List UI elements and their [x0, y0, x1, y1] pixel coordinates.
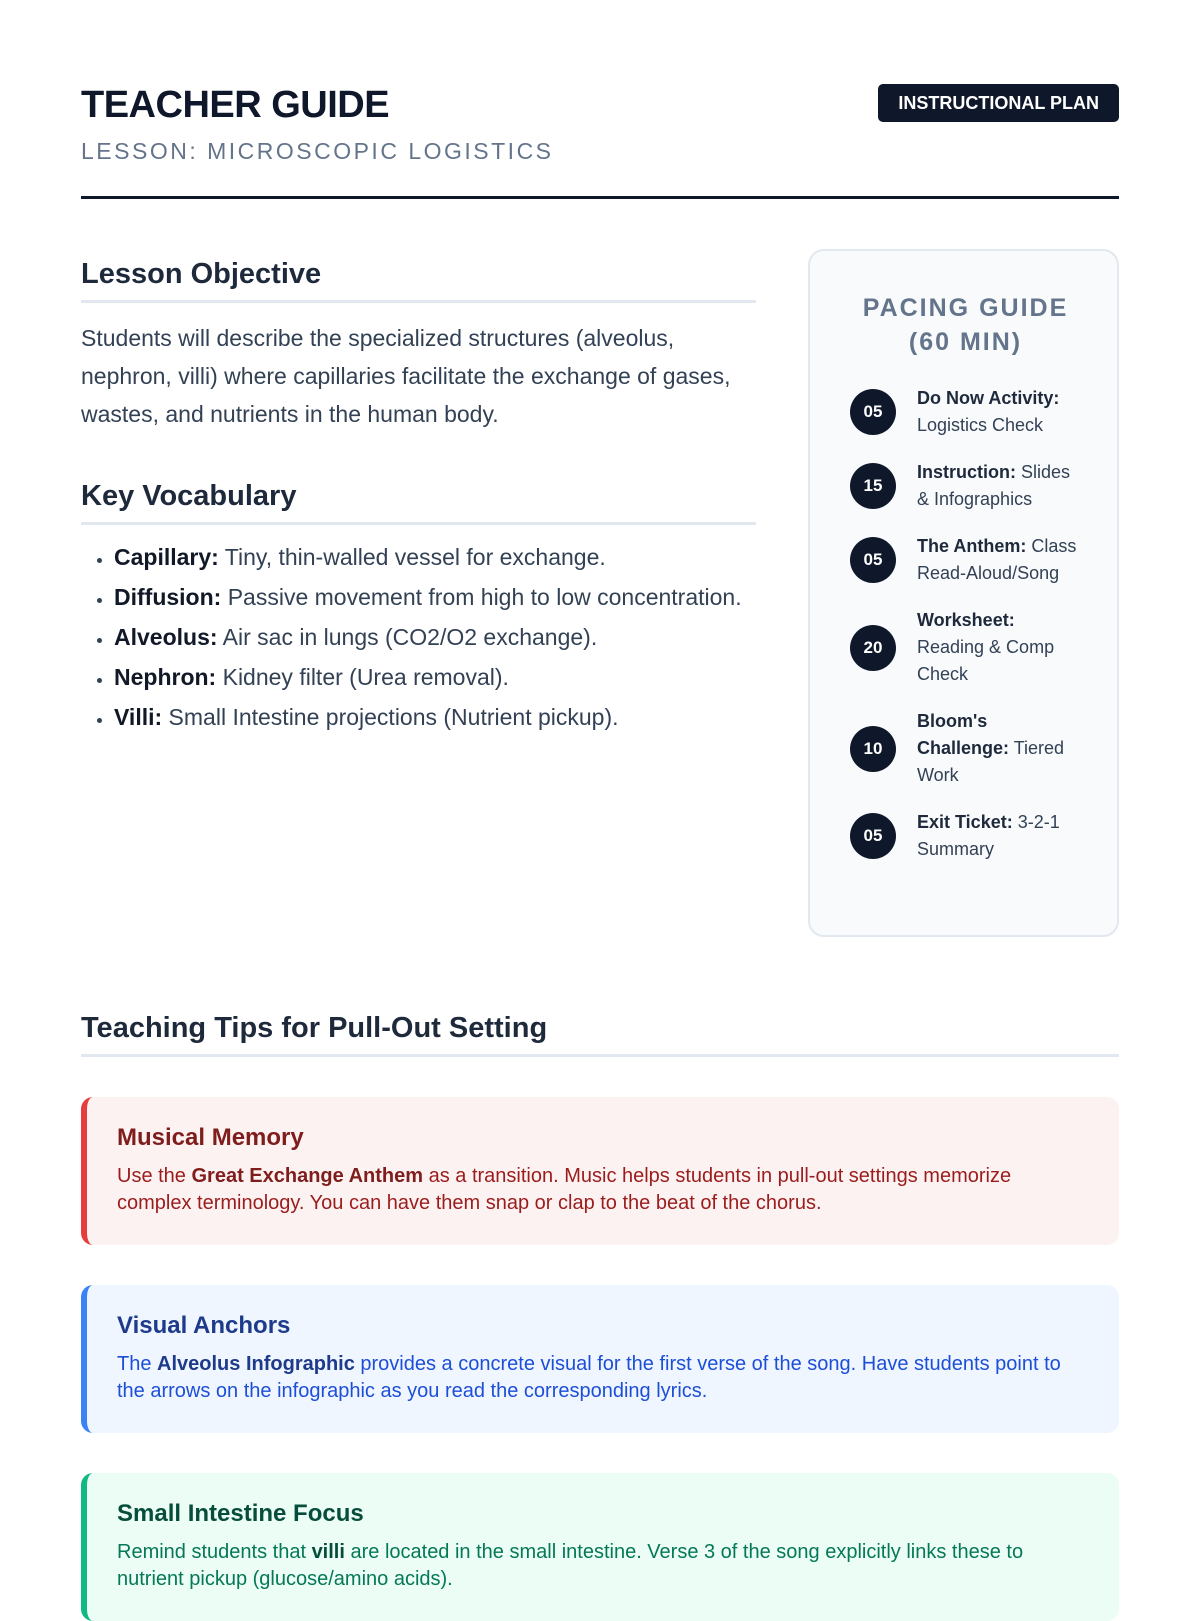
teaching-tips-heading: Teaching Tips for Pull-Out Setting: [81, 1013, 1119, 1057]
pacing-item: [850, 385, 1117, 439]
pacing-item: [850, 607, 1117, 688]
pacing-item: [850, 533, 1117, 587]
pacing-item-label: Instruction:: [917, 462, 1016, 482]
vocabulary-term: Alveolus:: [114, 623, 218, 650]
pacing-item: [850, 708, 1117, 789]
vocabulary-definition: Air sac in lungs (CO2/O2 exchange).: [217, 623, 598, 650]
vocabulary-item: [114, 621, 756, 654]
pacing-item-detail: Class Read-Aloud/Song: [917, 536, 1077, 583]
tip-text-rest: as a transition. Music helps students in pull-out settings memorize complex terminology. You can have them snap or clap to the beat of the chorus.: [117, 1164, 1012, 1214]
objective-heading: Lesson Objective: [81, 259, 756, 303]
pacing-item-detail: Tiered Work: [917, 738, 1065, 785]
pacing-guide-title: PACING GUIDE (60 MIN): [862, 294, 1069, 356]
pacing-item: [850, 459, 1117, 513]
pacing-guide-card: [808, 249, 1119, 937]
tip-text: [117, 1163, 1089, 1217]
pacing-item-label: Do Now Activity:: [917, 388, 1060, 408]
pacing-item-detail: Reading & Comp Check: [917, 637, 1055, 684]
pacing-item-label: Bloom's Challenge:: [917, 711, 1010, 758]
teaching-tips-section: [81, 1013, 1119, 1621]
vocabulary-item: [114, 701, 756, 734]
tip-card-small-intestine-focus: [81, 1473, 1119, 1621]
vocabulary-definition: Small Intestine projections (Nutrient pickup).: [162, 703, 619, 730]
tip-title: Musical Memory: [117, 1123, 304, 1151]
pacing-item-detail: Logistics Check: [917, 415, 1044, 435]
tip-title: Small Intestine Focus: [117, 1499, 364, 1527]
vocabulary-term: Diffusion:: [114, 583, 222, 610]
top-section: [81, 199, 1119, 939]
tip-text: [117, 1539, 1089, 1593]
vocabulary-item: [114, 661, 756, 694]
vocabulary-definition: Tiny, thin-walled vessel for exchange.: [218, 543, 606, 570]
pacing-item-text: [917, 533, 1082, 587]
page-header: [81, 0, 1119, 199]
pacing-item-detail: 3-2-1 Summary: [917, 812, 1060, 859]
tip-title: Visual Anchors: [117, 1311, 291, 1339]
tip-text-lead: Use the: [117, 1164, 192, 1187]
pacing-item-text: [917, 385, 1082, 439]
pacing-minutes-badge: 15: [850, 463, 896, 509]
tip-text-rest: provides a concrete visual for the first verse of the song. Have students point to the arrows on the infographic as you read the corresponding lyrics.: [117, 1352, 1061, 1402]
tip-highlight: Great Exchange Anthem: [191, 1164, 424, 1187]
vocabulary-term: Villi:: [114, 703, 163, 730]
lesson-subtitle: LESSON: MICROSCOPIC LOGISTICS: [81, 138, 554, 164]
pacing-minutes-badge: 20: [850, 625, 896, 671]
page-title: TEACHER GUIDE: [81, 84, 390, 126]
vocabulary-definition: Passive movement from high to low concentration.: [221, 583, 742, 610]
vocabulary-list: [81, 541, 756, 734]
pacing-item-text: [917, 459, 1082, 513]
lesson-details: [81, 259, 756, 741]
objective-text: Students will describe the specialized structures (alveolus, nephron, villi) where capillaries facilitate the exchange of gases, wastes, and nutrients in the human body.: [81, 324, 731, 427]
vocabulary-definition: Kidney filter (Urea removal).: [216, 663, 509, 690]
pacing-item: [850, 809, 1117, 863]
tip-text: [117, 1351, 1089, 1405]
vocabulary-term: Capillary:: [114, 543, 219, 570]
pacing-item-text: [917, 607, 1082, 688]
instructional-plan-badge: INSTRUCTIONAL PLAN: [878, 84, 1119, 122]
pacing-item-label: The Anthem:: [917, 536, 1027, 556]
pacing-item-detail: Slides & Infographics: [917, 462, 1071, 509]
tip-text-lead: Remind students that: [117, 1540, 312, 1563]
pacing-item-text: [917, 708, 1082, 789]
tip-card-musical-memory: [81, 1097, 1119, 1245]
pacing-item-text: [917, 809, 1082, 863]
tip-card-visual-anchors: [81, 1285, 1119, 1433]
pacing-minutes-badge: 05: [850, 537, 896, 583]
pacing-minutes-badge: 05: [850, 389, 896, 435]
vocabulary-term: Nephron:: [114, 663, 217, 690]
vocabulary-item: [114, 541, 756, 574]
tip-highlight: villi: [311, 1540, 345, 1563]
vocabulary-heading: Key Vocabulary: [81, 481, 756, 525]
pacing-minutes-badge: 10: [850, 726, 896, 772]
pacing-item-label: Exit Ticket:: [917, 812, 1013, 832]
vocabulary-item: [114, 581, 756, 614]
pacing-minutes-badge: 05: [850, 813, 896, 859]
tip-text-lead: The: [117, 1352, 158, 1375]
pacing-item-label: Worksheet:: [917, 610, 1015, 630]
tip-text-rest: are located in the small intestine. Verse 3 of the song explicitly links these to nutrient pickup (glucose/amino acids).: [117, 1540, 1024, 1590]
tip-highlight: Alveolus Infographic: [157, 1352, 355, 1375]
